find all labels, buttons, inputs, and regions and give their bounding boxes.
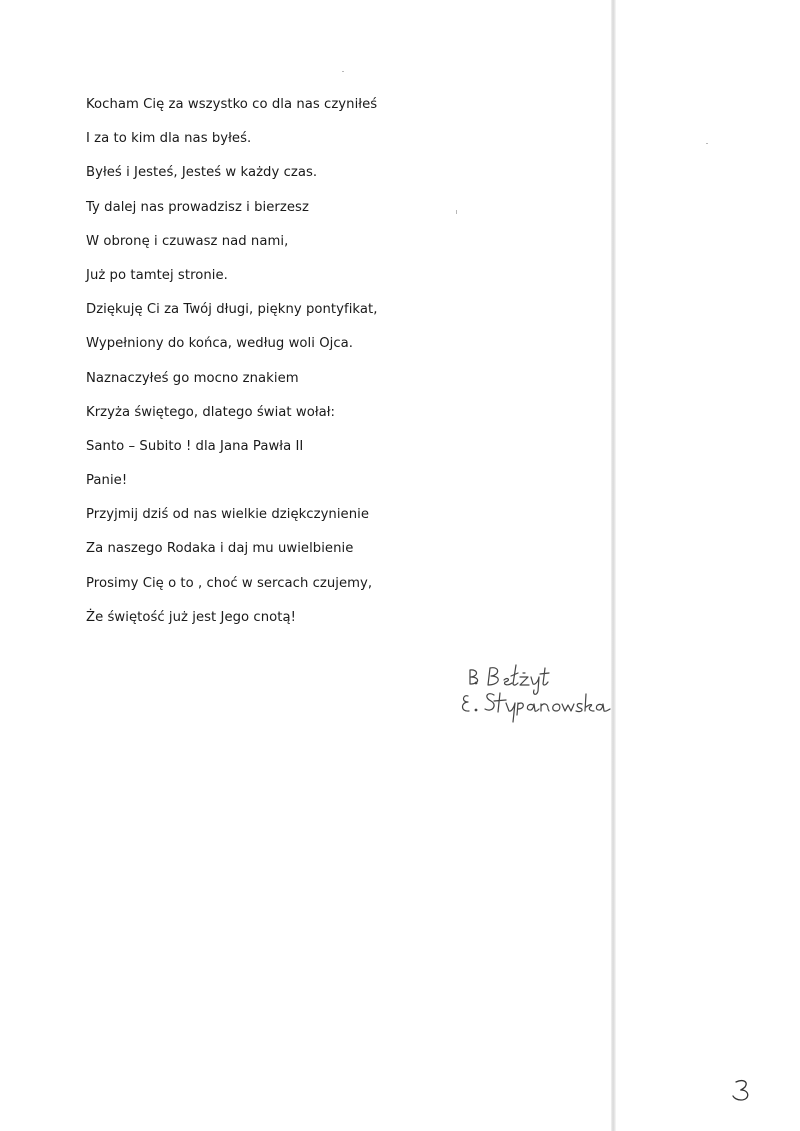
poem-line: Byłeś i Jesteś, Jesteś w każdy czas. <box>86 165 318 181</box>
scan-fold-line <box>611 0 616 1131</box>
scan-speck <box>706 143 708 144</box>
signature-drawing <box>458 660 658 728</box>
handwritten-page-number <box>728 1076 758 1106</box>
handwritten-signatures <box>458 660 658 728</box>
poem-line: Dziękuję Ci za Twój długi, piękny pontyfikat, <box>86 302 378 318</box>
poem-line: Że świętość już jest Jego cnotą! <box>86 609 296 625</box>
scan-speck <box>456 210 457 214</box>
scan-speck <box>342 71 344 72</box>
poem-line: Za naszego Rodaka i daj mu uwielbienie <box>86 541 354 557</box>
poem-line: Prosimy Cię o to , choć w sercach czujemy, <box>86 575 373 591</box>
poem-line: Kocham Cię za wszystko co dla nas czyniłeś <box>86 97 378 112</box>
poem-line: Wypełniony do końca, według woli Ojca. <box>86 336 354 352</box>
poem-line: Panie! <box>86 473 128 489</box>
poem-line: Krzyża świętego, dlatego świat wołał: <box>86 404 336 420</box>
poem-line: Przyjmij dziś od nas wielkie dziękczynienie <box>86 507 369 523</box>
poem-line: Ty dalej nas prowadzisz i bierzesz <box>86 199 309 215</box>
poem-line: I za to kim dla nas byłeś. <box>86 131 252 147</box>
poem-line: W obronę i czuwasz nad nami, <box>86 233 289 249</box>
poem-line: Naznaczyłeś go mocno znakiem <box>86 370 299 386</box>
poem-line: Santo – Subito ! dla Jana Pawła II <box>86 438 304 454</box>
poem-line: Już po tamtej stronie. <box>86 267 228 283</box>
poem-text <box>86 93 377 640</box>
page-number-drawing <box>728 1076 758 1106</box>
